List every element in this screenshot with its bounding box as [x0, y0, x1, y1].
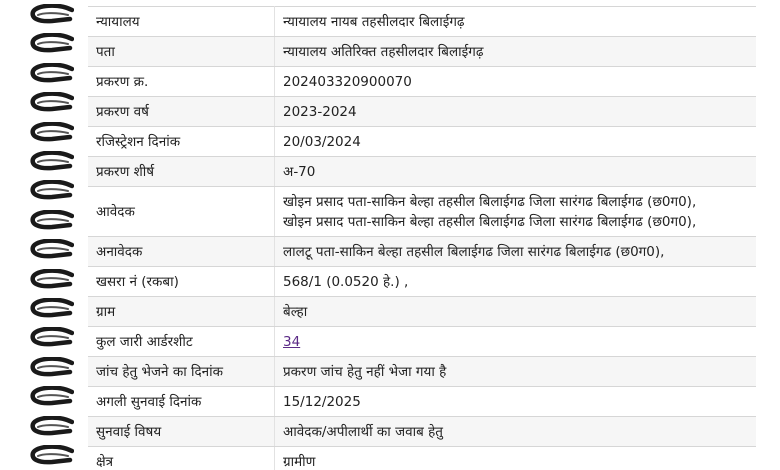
binding-ring-icon	[28, 122, 74, 144]
binding-ring-icon	[28, 269, 74, 291]
binding-ring-icon	[28, 298, 74, 320]
applicant-line: खोइन प्रसाद पता-साकिन बेल्हा तहसील बिलाईगढ जिला सारंगढ बिलाईगढ (छ0ग0),	[283, 194, 697, 210]
row-value: 15/12/2025	[275, 387, 757, 417]
row-value: 202403320900070	[275, 67, 757, 97]
row-value: ग्रामीण	[275, 447, 757, 470]
binding-ring-icon	[28, 239, 74, 261]
table-row-hearing-subject	[88, 417, 756, 447]
binding-ring-icon	[28, 4, 74, 26]
row-label: ग्राम	[88, 297, 275, 327]
table-row-case-number	[88, 67, 756, 97]
table-row-ordersheets	[88, 327, 756, 357]
row-value: 20/03/2024	[275, 127, 757, 157]
row-label: रजिस्ट्रेशन दिनांक	[88, 127, 275, 157]
row-label: खसरा नं (रकबा)	[88, 267, 275, 297]
table-row-case-year	[88, 97, 756, 127]
binding-ring-icon	[28, 63, 74, 85]
row-value: बेल्हा	[275, 297, 757, 327]
row-value: लालटू पता-साकिन बेल्हा तहसील बिलाईगढ जिला सारंगढ बिलाईगढ (छ0ग0),	[275, 237, 757, 267]
row-label: प्रकरण वर्ष	[88, 97, 275, 127]
binding-ring-icon	[28, 210, 74, 232]
binding-ring-icon	[28, 416, 74, 438]
table-row-inquiry-date	[88, 357, 756, 387]
binding-ring-icon	[28, 33, 74, 55]
row-value: न्यायालय अतिरिक्त तहसीलदार बिलाईगढ़	[275, 37, 757, 67]
row-label: अगली सुनवाई दिनांक	[88, 387, 275, 417]
row-label: अनावेदक	[88, 237, 275, 267]
table-row-case-head	[88, 157, 756, 187]
binding-ring-icon	[28, 445, 74, 467]
ordersheet-count-link[interactable]: 34	[283, 334, 301, 350]
row-label: जांच हेतु भेजने का दिनांक	[88, 357, 275, 387]
row-value: 2023-2024	[275, 97, 757, 127]
binding-ring-icon	[28, 92, 74, 114]
row-label: सुनवाई विषय	[88, 417, 275, 447]
applicant-line: खोइन प्रसाद पता-साकिन बेल्हा तहसील बिलाईगढ जिला सारंगढ बिलाईगढ (छ0ग0),	[283, 214, 697, 230]
row-value	[275, 327, 757, 357]
binding-ring-icon	[28, 386, 74, 408]
spiral-binding	[0, 0, 90, 470]
row-label: न्यायालय	[88, 7, 275, 37]
binding-ring-icon	[28, 357, 74, 379]
binding-ring-icon	[28, 327, 74, 349]
table-row-respondent	[88, 237, 756, 267]
row-label: पता	[88, 37, 275, 67]
binding-ring-icon	[28, 151, 74, 173]
row-label: प्रकरण शीर्ष	[88, 157, 275, 187]
row-value	[275, 187, 757, 237]
table-row-village	[88, 297, 756, 327]
row-value: आवेदक/अपीलार्थी का जवाब हेतु	[275, 417, 757, 447]
row-label: क्षेत्र	[88, 447, 275, 470]
table-row-next-hearing	[88, 387, 756, 417]
row-value: न्यायालय नायब तहसीलदार बिलाईगढ़	[275, 7, 757, 37]
table-row-address	[88, 37, 756, 67]
table-row-area	[88, 447, 756, 470]
table-row-registration-date	[88, 127, 756, 157]
row-value: अ-70	[275, 157, 757, 187]
table-row-applicant	[88, 187, 756, 237]
row-value: 568/1 (0.0520 हे.) ,	[275, 267, 757, 297]
table-row-court	[88, 7, 756, 37]
row-label: कुल जारी आर्डरशीट	[88, 327, 275, 357]
binding-ring-icon	[28, 180, 74, 202]
case-details-table	[88, 6, 756, 470]
case-details-sheet	[88, 0, 780, 470]
row-label: प्रकरण क्र.	[88, 67, 275, 97]
row-label: आवेदक	[88, 187, 275, 237]
row-value: प्रकरण जांच हेतु नहीं भेजा गया है	[275, 357, 757, 387]
table-row-khasra	[88, 267, 756, 297]
